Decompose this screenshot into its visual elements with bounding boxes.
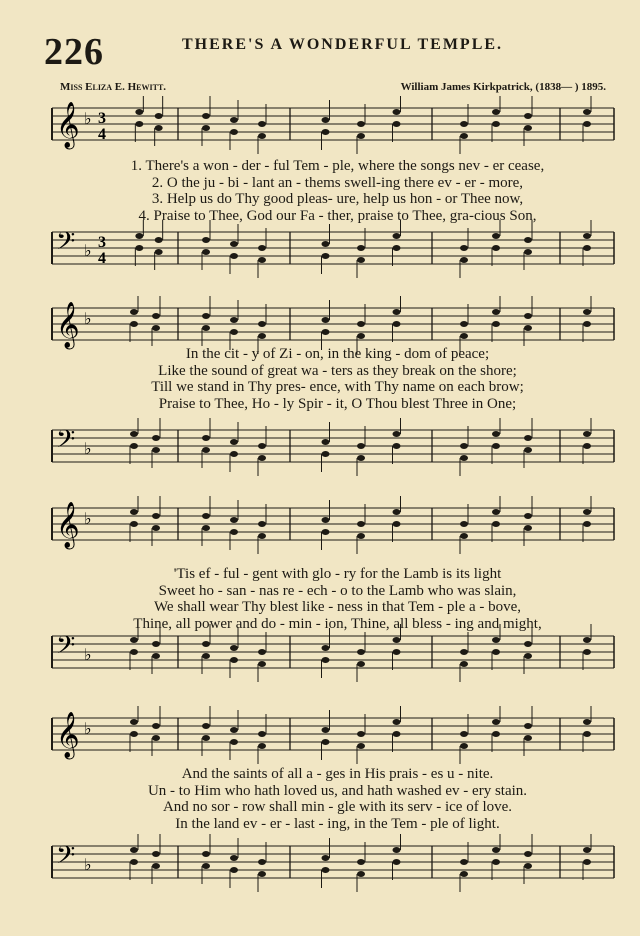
note-head — [202, 125, 210, 131]
note-head — [152, 513, 160, 519]
note-head — [152, 723, 160, 729]
note-head — [202, 735, 210, 741]
note-head — [202, 863, 210, 869]
note-head — [155, 125, 163, 131]
note-head — [322, 241, 330, 247]
note-head — [393, 233, 401, 239]
bass-clef-icon: 𝄢 — [56, 425, 76, 460]
note-head — [583, 649, 591, 655]
time-signature-top: 3 — [98, 110, 106, 127]
lyricist-credit: Miss Eliza E. Hewitt. — [60, 81, 167, 93]
note-head — [202, 237, 210, 243]
note-head — [130, 719, 138, 725]
note-head — [492, 847, 500, 853]
note-head — [230, 129, 238, 135]
note-head — [524, 735, 532, 741]
note-head — [460, 333, 468, 339]
note-head — [152, 653, 160, 659]
note-head — [130, 649, 138, 655]
note-head — [258, 443, 266, 449]
note-head — [130, 859, 138, 865]
note-head — [152, 325, 160, 331]
note-head — [322, 867, 330, 873]
note-head — [460, 133, 468, 139]
note-head — [492, 509, 500, 515]
note-head — [524, 447, 532, 453]
note-head — [583, 109, 591, 115]
flat-icon: ♭ — [84, 439, 92, 458]
note-head — [322, 253, 330, 259]
note-head — [135, 245, 143, 251]
bass-staff-4 — [0, 834, 640, 894]
note-head — [130, 731, 138, 737]
note-head — [322, 855, 330, 861]
note-head — [583, 321, 591, 327]
note-head — [258, 245, 266, 251]
note-head — [357, 121, 365, 127]
verse-lyrics-3 — [60, 566, 615, 632]
note-head — [393, 649, 401, 655]
note-head — [357, 743, 365, 749]
note-head — [492, 109, 500, 115]
note-head — [152, 863, 160, 869]
note-head — [460, 743, 468, 749]
note-head — [492, 637, 500, 643]
note-head — [524, 851, 532, 857]
note-head — [357, 521, 365, 527]
lyric-line: Praise to Thee, Ho - ly Spir - it, O Thou blest Three in One; — [158, 395, 517, 412]
note-head — [393, 321, 401, 327]
note-head — [152, 313, 160, 319]
note-head — [202, 851, 210, 857]
note-head — [130, 847, 138, 853]
note-head — [583, 309, 591, 315]
note-head — [258, 649, 266, 655]
note-head — [258, 743, 266, 749]
treble-clef-icon: 𝄞 — [56, 102, 80, 148]
note-head — [357, 455, 365, 461]
bass-staff-2 — [0, 418, 640, 478]
note-head — [202, 723, 210, 729]
note-head — [130, 443, 138, 449]
verse-lyrics-2 — [60, 346, 615, 412]
note-head — [583, 443, 591, 449]
note-head — [135, 233, 143, 239]
note-head — [524, 653, 532, 659]
note-head — [202, 113, 210, 119]
note-head — [583, 245, 591, 251]
note-head — [460, 455, 468, 461]
note-head — [230, 451, 238, 457]
note-head — [202, 641, 210, 647]
note-head — [524, 435, 532, 441]
note-head — [492, 309, 500, 315]
note-head — [460, 871, 468, 877]
note-head — [258, 121, 266, 127]
note-head — [130, 309, 138, 315]
note-head — [524, 113, 532, 119]
note-head — [492, 731, 500, 737]
lyric-line: Sweet ho - san - nas re - ech - o to the Lamb who was slain, — [158, 582, 517, 599]
note-head — [492, 719, 500, 725]
note-head — [583, 719, 591, 725]
note-head — [357, 133, 365, 139]
note-head — [230, 439, 238, 445]
lyric-line: And the saints of all a - ges in His prais - es u - nite. — [181, 766, 494, 782]
note-head — [460, 245, 468, 251]
bass-clef-icon: 𝄢 — [56, 227, 76, 262]
note-head — [583, 847, 591, 853]
note-head — [202, 513, 210, 519]
flat-icon: ♭ — [84, 309, 92, 328]
note-head — [322, 529, 330, 535]
note-head — [357, 859, 365, 865]
note-head — [492, 233, 500, 239]
note-head — [135, 109, 143, 115]
note-head — [202, 325, 210, 331]
flat-icon: ♭ — [84, 109, 92, 128]
note-head — [460, 257, 468, 263]
music-system-2 — [0, 296, 640, 476]
note-head — [393, 847, 401, 853]
note-head — [230, 117, 238, 123]
lyric-line: In the land ev - er - last - ing, in the Tem - ple of light. — [175, 815, 500, 832]
note-head — [583, 121, 591, 127]
note-head — [460, 521, 468, 527]
note-head — [393, 509, 401, 515]
lyric-line: In the cit - y of Zi - on, in the king - dom of peace; — [185, 346, 490, 362]
hymn-number: 226 — [44, 31, 104, 73]
bass-staff-1 — [0, 220, 640, 280]
treble-staff-4 — [0, 706, 640, 766]
note-head — [393, 109, 401, 115]
lyric-line: Thine, all power and do - min - ion, Thine, all bless - ing and might, — [133, 615, 542, 632]
music-system-1 — [0, 96, 640, 276]
note-head — [524, 723, 532, 729]
note-head — [460, 649, 468, 655]
time-signature-bottom: 4 — [98, 250, 106, 267]
note-head — [524, 863, 532, 869]
note-head — [357, 661, 365, 667]
note-head — [155, 237, 163, 243]
note-head — [583, 637, 591, 643]
note-head — [393, 859, 401, 865]
note-head — [258, 455, 266, 461]
lyric-line: 'Tis ef - ful - gent with glo - ry for the Lamb is its light — [173, 566, 502, 582]
note-head — [230, 645, 238, 651]
note-head — [230, 529, 238, 535]
treble-clef-icon: 𝄞 — [56, 712, 80, 758]
lyric-line: 4. Praise to Thee, God our Fa - ther, praise to Thee, gra-cious Son, — [138, 207, 537, 224]
note-head — [492, 245, 500, 251]
note-head — [393, 431, 401, 437]
note-head — [393, 309, 401, 315]
note-head — [230, 253, 238, 259]
lyric-line: 1. There's a won - der - ful Tem - ple, where the songs nev - er cease, — [130, 158, 545, 174]
note-head — [202, 313, 210, 319]
note-head — [524, 525, 532, 531]
note-head — [130, 509, 138, 515]
note-head — [258, 133, 266, 139]
note-head — [322, 451, 330, 457]
flat-icon: ♭ — [84, 855, 92, 874]
note-head — [393, 443, 401, 449]
note-head — [152, 641, 160, 647]
hymn-title: THERE'S A WONDERFUL TEMPLE. — [182, 36, 504, 53]
note-head — [460, 859, 468, 865]
composer-credit: William James Kirkpatrick, (1838— ) 1895. — [400, 81, 606, 93]
note-head — [492, 321, 500, 327]
note-head — [524, 641, 532, 647]
note-head — [460, 661, 468, 667]
note-head — [152, 435, 160, 441]
note-head — [322, 329, 330, 335]
treble-clef-icon: 𝄞 — [56, 302, 80, 348]
note-head — [583, 431, 591, 437]
flat-icon: ♭ — [84, 241, 92, 260]
note-head — [524, 249, 532, 255]
music-system-3 — [0, 496, 640, 676]
note-head — [130, 321, 138, 327]
note-head — [492, 521, 500, 527]
note-head — [130, 521, 138, 527]
note-head — [393, 719, 401, 725]
note-head — [583, 521, 591, 527]
note-head — [155, 249, 163, 255]
note-head — [393, 731, 401, 737]
note-head — [258, 521, 266, 527]
note-head — [152, 735, 160, 741]
lyric-line: And no sor - row shall min - gle with its serv - ice of love. — [162, 799, 513, 815]
flat-icon: ♭ — [84, 509, 92, 528]
note-head — [130, 431, 138, 437]
lyric-line: Till we stand in Thy pres- ence, with Thy name on each brow; — [151, 379, 524, 395]
treble-staff-3 — [0, 496, 640, 556]
note-head — [230, 317, 238, 323]
lyric-line: 2. O the ju - bi - lant an - thems swell-ing there ev - er - more, — [151, 174, 524, 191]
note-head — [357, 871, 365, 877]
note-head — [230, 329, 238, 335]
note-head — [322, 727, 330, 733]
bass-clef-icon: 𝄢 — [56, 631, 76, 666]
note-head — [357, 257, 365, 263]
note-head — [357, 321, 365, 327]
lyric-line: We shall wear Thy blest like - ness in that Tem - ple a - bove, — [153, 599, 522, 615]
note-head — [393, 637, 401, 643]
note-head — [492, 431, 500, 437]
note-head — [492, 443, 500, 449]
note-head — [357, 443, 365, 449]
note-head — [393, 245, 401, 251]
note-head — [357, 731, 365, 737]
note-head — [357, 533, 365, 539]
time-signature-bottom: 4 — [98, 126, 106, 143]
note-head — [583, 731, 591, 737]
note-head — [230, 517, 238, 523]
note-head — [460, 443, 468, 449]
note-head — [492, 649, 500, 655]
note-head — [130, 637, 138, 643]
note-head — [322, 117, 330, 123]
note-head — [155, 113, 163, 119]
note-head — [460, 121, 468, 127]
note-head — [230, 855, 238, 861]
note-head — [524, 125, 532, 131]
note-head — [258, 871, 266, 877]
note-head — [152, 525, 160, 531]
note-head — [202, 653, 210, 659]
note-head — [258, 533, 266, 539]
note-head — [322, 439, 330, 445]
note-head — [322, 657, 330, 663]
note-head — [202, 249, 210, 255]
note-head — [322, 317, 330, 323]
music-system-4 — [0, 706, 640, 916]
note-head — [460, 533, 468, 539]
note-head — [258, 333, 266, 339]
note-head — [258, 257, 266, 263]
treble-clef-icon: 𝄞 — [56, 502, 80, 548]
note-head — [393, 521, 401, 527]
bass-clef-icon: 𝄢 — [56, 841, 76, 876]
note-head — [152, 851, 160, 857]
flat-icon: ♭ — [84, 719, 92, 738]
treble-staff-1 — [0, 96, 640, 156]
note-head — [230, 867, 238, 873]
note-head — [524, 325, 532, 331]
note-head — [492, 121, 500, 127]
note-head — [258, 661, 266, 667]
note-head — [357, 333, 365, 339]
note-head — [357, 245, 365, 251]
note-head — [460, 731, 468, 737]
note-head — [230, 739, 238, 745]
note-head — [583, 233, 591, 239]
note-head — [583, 509, 591, 515]
note-head — [322, 517, 330, 523]
note-head — [492, 859, 500, 865]
note-head — [152, 447, 160, 453]
lyric-line: Like the sound of great wa - ters as they break on the shore; — [158, 362, 517, 379]
note-head — [230, 241, 238, 247]
verse-lyrics-1 — [60, 158, 615, 224]
note-head — [230, 727, 238, 733]
note-head — [258, 731, 266, 737]
lyric-line: 3. Help us do Thy good pleas- ure, help us hon - or Thee now, — [151, 191, 524, 207]
note-head — [202, 525, 210, 531]
note-head — [322, 645, 330, 651]
note-head — [258, 321, 266, 327]
verse-lyrics-4 — [60, 766, 615, 832]
note-head — [230, 657, 238, 663]
note-head — [393, 121, 401, 127]
note-head — [460, 321, 468, 327]
time-signature-top: 3 — [98, 234, 106, 251]
note-head — [524, 237, 532, 243]
flat-icon: ♭ — [84, 645, 92, 664]
note-head — [524, 313, 532, 319]
note-head — [583, 859, 591, 865]
note-head — [322, 129, 330, 135]
note-head — [135, 121, 143, 127]
note-head — [202, 435, 210, 441]
note-head — [524, 513, 532, 519]
note-head — [258, 859, 266, 865]
note-head — [202, 447, 210, 453]
note-head — [357, 649, 365, 655]
lyric-line: Un - to Him who hath loved us, and hath washed ev - ery stain. — [147, 782, 528, 799]
bass-staff-3 — [0, 624, 640, 684]
note-head — [322, 739, 330, 745]
